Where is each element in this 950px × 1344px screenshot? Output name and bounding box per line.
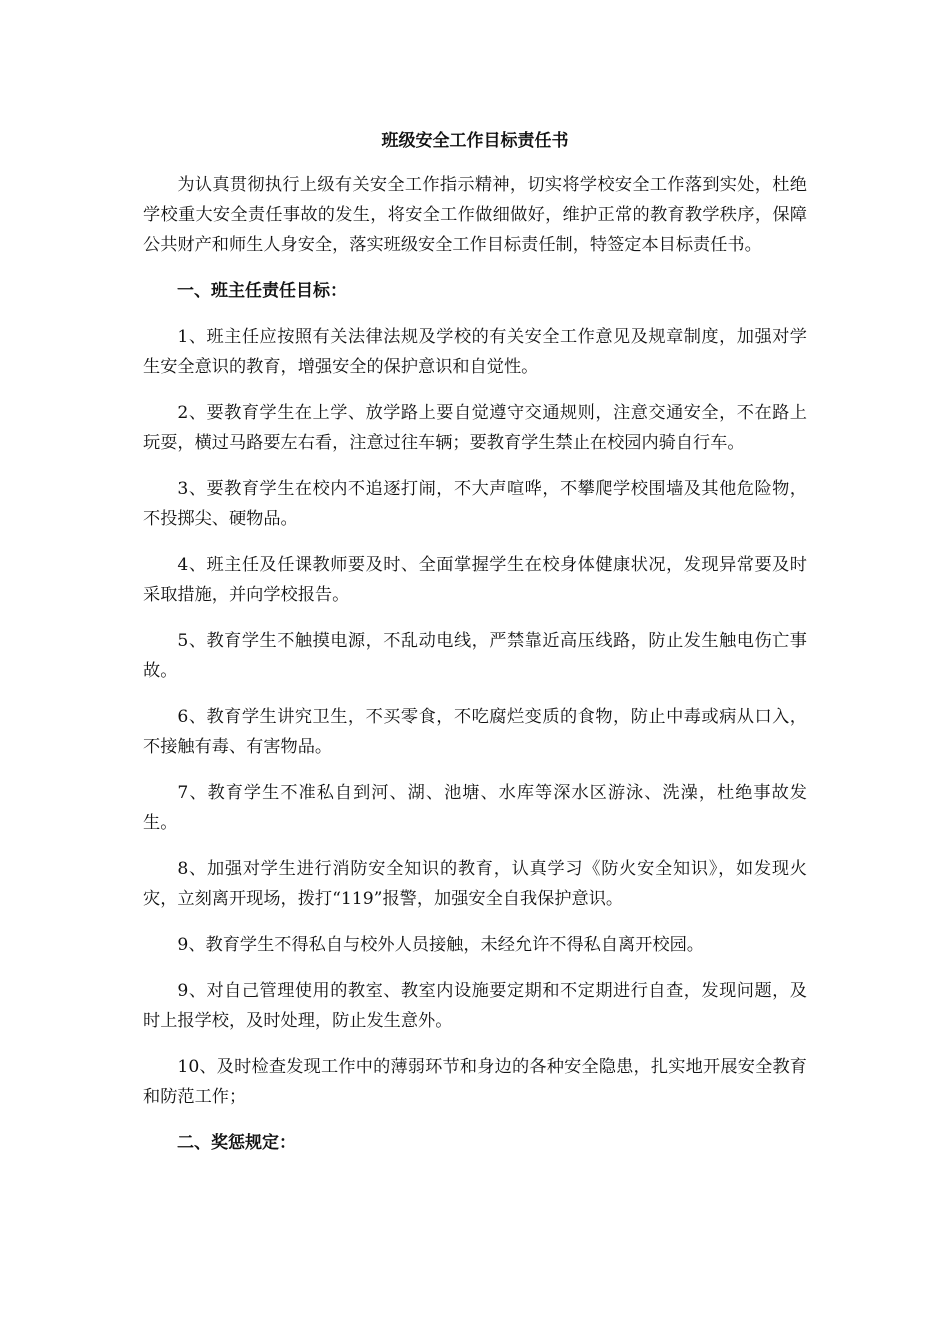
document-title: 班级安全工作目标责任书 xyxy=(381,131,569,151)
list-item: 9、教育学生不得私自与校外人员接触，未经允许不得私自离开校园。 xyxy=(177,935,704,955)
list-item: 9、对自己管理使用的教室、教室内设施要定期和不定期进行自查，发现问题，及时上报学校，及时处理，防止发生意外。 xyxy=(143,981,807,1031)
list-item: 6、教育学生讲究卫生，不买零食，不吃腐烂变质的食物，防止中毒或病从口入，不接触有毒、有害物品。 xyxy=(143,707,807,757)
section-heading-rewards: 二、奖惩规定： xyxy=(177,1133,296,1153)
list-item: 3、要教育学生在校内不追逐打闹，不大声喧哗，不攀爬学校围墙及其他危险物，不投掷尖、硬物品。 xyxy=(143,479,807,529)
document-body xyxy=(143,126,807,1174)
section-heading-responsibility: 一、班主任责任目标： xyxy=(177,281,347,301)
list-item: 4、班主任及任课教师要及时、全面掌握学生在校身体健康状况，发现异常要及时采取措施，并向学校报告。 xyxy=(143,555,807,605)
list-item: 10、及时检查发现工作中的薄弱环节和身边的各种安全隐患，扎实地开展安全教育和防范工作； xyxy=(143,1057,807,1107)
list-item: 2、要教育学生在上学、放学路上要自觉遵守交通规则，注意交通安全，不在路上玩耍，横过马路要左右看，注意过往车辆；要教育学生禁止在校园内骑自行车。 xyxy=(143,403,807,453)
list-item: 8、加强对学生进行消防安全知识的教育，认真学习《防火安全知识》，如发现火灾，立刻离开现场，拨打“119”报警，加强安全自我保护意识。 xyxy=(143,859,807,909)
list-item: 1、班主任应按照有关法律法规及学校的有关安全工作意见及规章制度，加强对学生安全意识的教育，增强安全的保护意识和自觉性。 xyxy=(143,327,807,377)
list-item: 7、教育学生不准私自到河、湖、池塘、水库等深水区游泳、洗澡，杜绝事故发生。 xyxy=(143,783,807,833)
intro-paragraph: 为认真贯彻执行上级有关安全工作指示精神，切实将学校安全工作落到实处，杜绝学校重大安全责任事故的发生，将安全工作做细做好，维护正常的教育教学秩序，保障公共财产和师生人身安全，落实班级安全工作目标责任制，特签定本目标责任书。 xyxy=(143,175,807,255)
list-item: 5、教育学生不触摸电源，不乱动电线，严禁靠近高压线路，防止发生触电伤亡事故。 xyxy=(143,631,807,681)
